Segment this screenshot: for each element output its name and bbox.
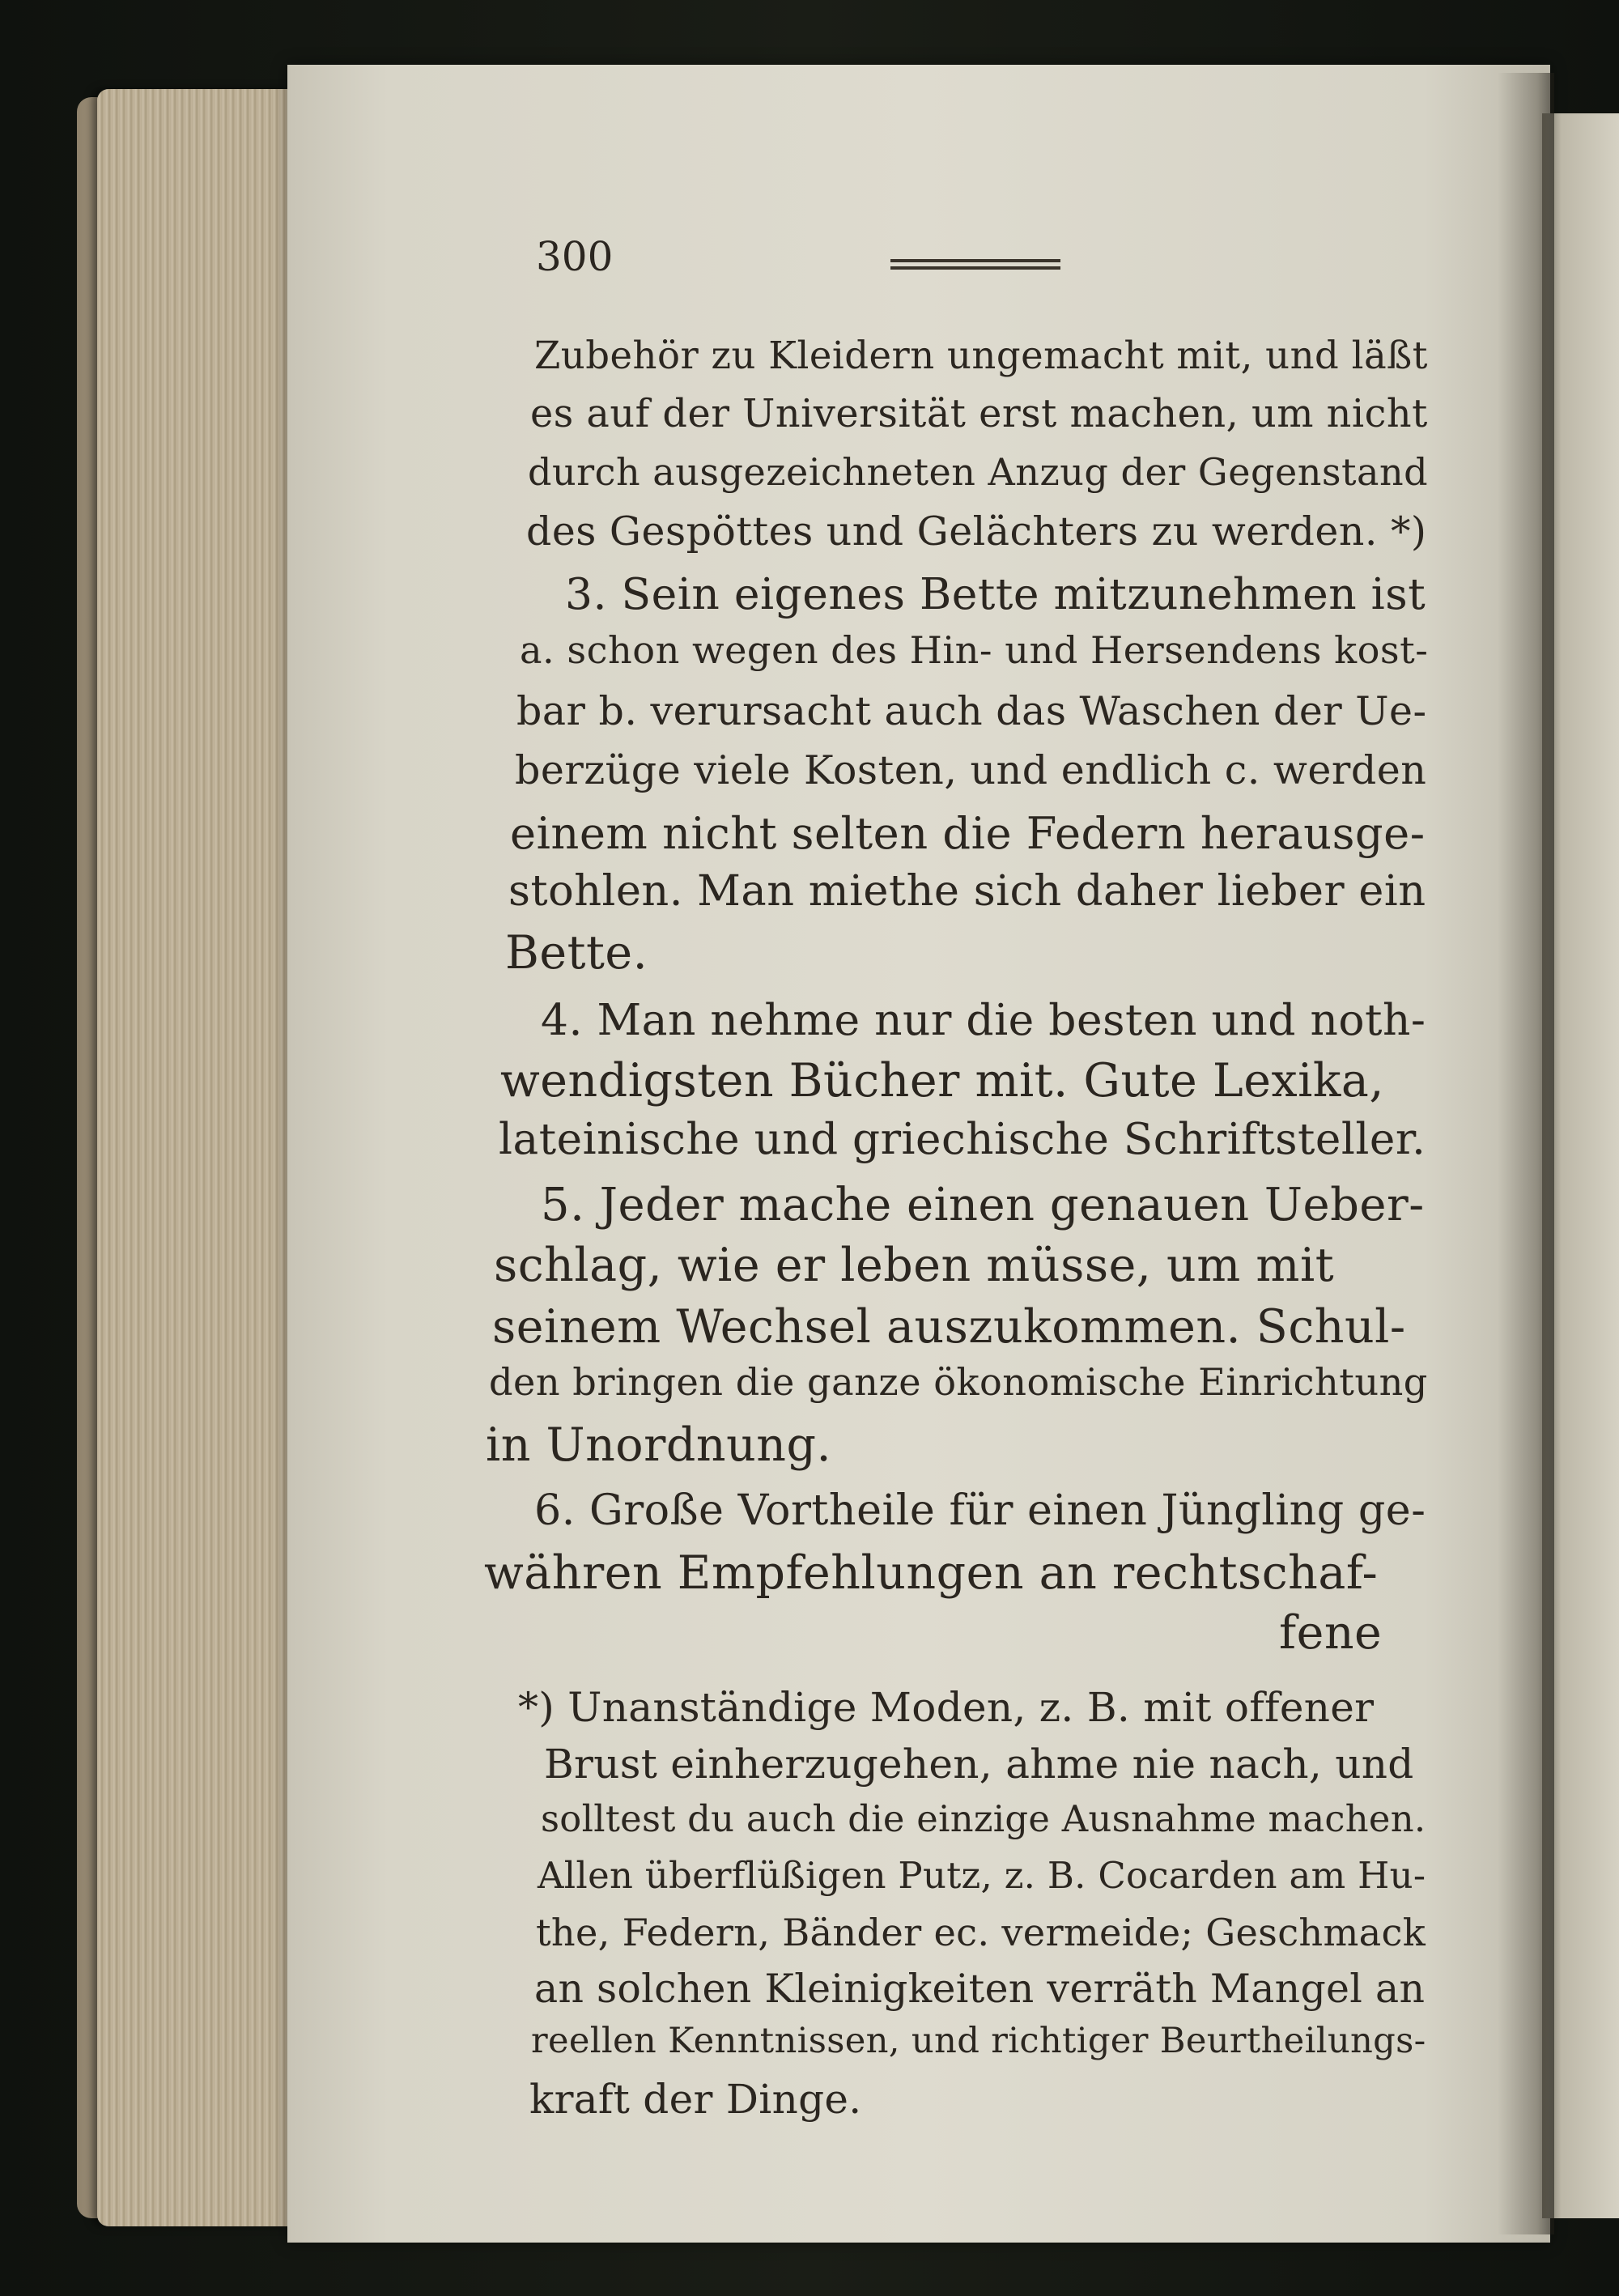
text-line: währen Empfehlungen an rechtschaf- [484, 1546, 1379, 1600]
page-number: 300 [536, 233, 614, 280]
text-line: Zubehör zu Kleidern ungemacht mit, und läßt [534, 334, 1428, 377]
text-line: in Unordnung. [486, 1418, 832, 1472]
text-line: es auf der Universität erst machen, um nicht [530, 392, 1428, 436]
text-line: den bringen die ganze ökonomische Einrichtung [489, 1360, 1428, 1404]
text-line: bar b. verursacht auch das Waschen der Ue- [516, 688, 1427, 734]
text-line: 6. Große Vortheile für einen Jüngling ge- [534, 1486, 1426, 1535]
footnote-line: the, Federn, Bänder ec. vermeide; Geschmack [536, 1911, 1426, 1954]
text-line: 3. Sein eigenes Bette mitzunehmen ist [565, 568, 1426, 619]
footnote-line: *) Unanständige Moden, z. B. mit offener [518, 1684, 1375, 1731]
text-line: berzüge viele Kosten, und endlich c. werden [515, 746, 1427, 793]
footnote-line: reellen Kenntnissen, und richtiger Beurtheilungs- [531, 2021, 1426, 2061]
text-line: 5. Jeder mache einen genauen Ueber- [541, 1179, 1425, 1231]
text-line: durch ausgezeichneten Anzug der Gegenstand [528, 450, 1429, 494]
footnote-line: Brust einherzugehen, ahme nie nach, und [544, 1741, 1414, 1788]
text-line: lateinische und griechische Schriftsteller. [499, 1114, 1426, 1164]
text-line: des Gespöttes und Gelächters zu werden. *) [526, 508, 1427, 555]
text-line: 4. Man nehme nur die besten und noth- [541, 994, 1426, 1045]
gutter-shadow [1498, 73, 1554, 2234]
text-line: seinem Wechsel auszukommen. Schul- [492, 1300, 1406, 1354]
footnote-line: kraft der Dinge. [529, 2076, 862, 2123]
text-line: stohlen. Man miethe sich daher lieber ein [508, 866, 1426, 916]
text-line: wendigsten Bücher mit. Gute Lexika, [500, 1054, 1385, 1108]
text-line: a. schon wegen des Hin- und Hersendens kost- [520, 628, 1429, 672]
page-block-edges [97, 89, 291, 2226]
footnote-line: Allen überflüßigen Putz, z. B. Cocarden am Hu- [538, 1854, 1426, 1897]
catchword: fene [1279, 1606, 1383, 1660]
footnote-line: an solchen Kleinigkeiten verräth Mangel an [534, 1966, 1426, 2012]
text-line: einem nicht selten die Federn herausge- [510, 808, 1426, 859]
header-rule [890, 259, 1060, 270]
text-line: schlag, wie er leben müsse, um mit [494, 1239, 1335, 1292]
footnote-line: solltest du auch die einzige Ausnahme machen. [541, 1797, 1426, 1840]
text-line: Bette. [505, 926, 648, 980]
